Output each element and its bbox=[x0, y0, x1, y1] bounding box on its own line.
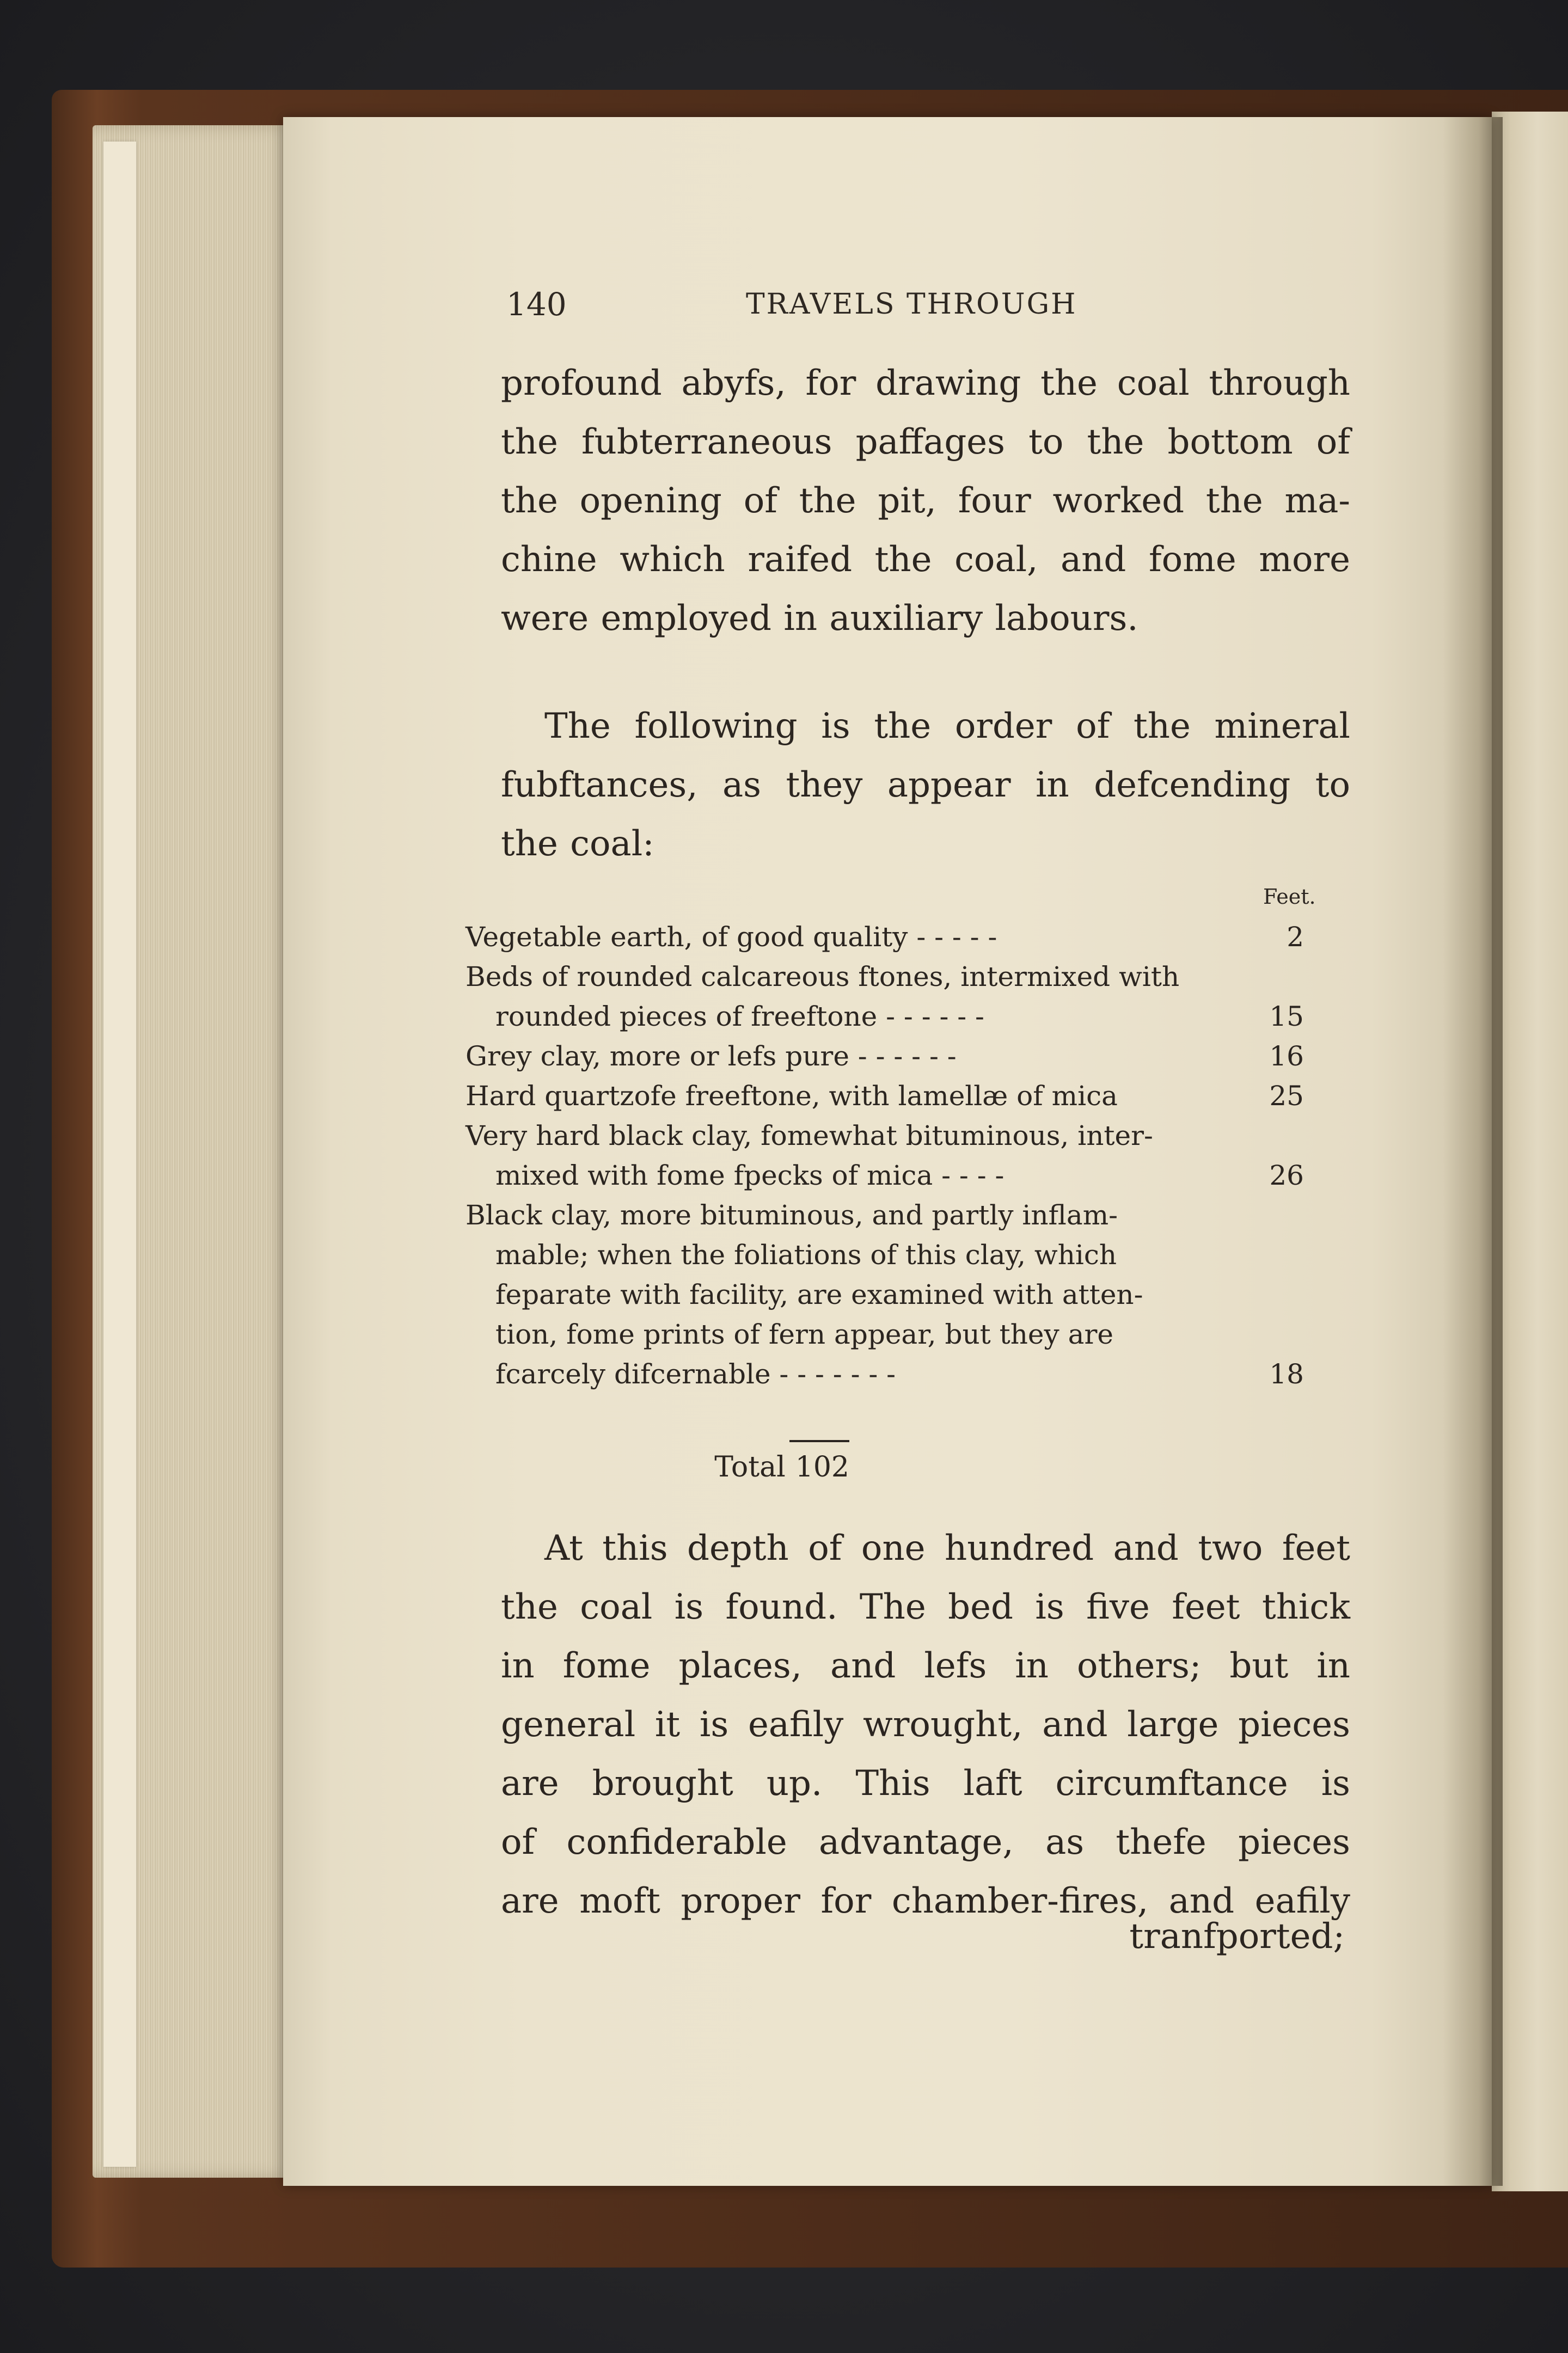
row-feet: 26 bbox=[1269, 1160, 1304, 1191]
text-line: general it is eafily wrought, and large pieces bbox=[501, 1705, 1350, 1745]
text-line: of confiderable advantage, as thefe pieces bbox=[501, 1822, 1350, 1862]
text-line: in fome places, and lefs in others; but in bbox=[501, 1646, 1350, 1686]
table-row bbox=[465, 1196, 1326, 1394]
strata-rows bbox=[465, 917, 1326, 1394]
row-feet: 2 bbox=[1287, 921, 1304, 953]
row-description bbox=[465, 1116, 1239, 1196]
text-line: At this depth of one hundred and two feet bbox=[544, 1528, 1350, 1568]
row-text: Beds of rounded calcareous ftones, intermixed with bbox=[465, 961, 1180, 992]
row-text: feparate with facility, are examined with atten- bbox=[495, 1279, 1143, 1310]
text-line: the coal: bbox=[501, 824, 654, 864]
paragraph-3 bbox=[501, 1519, 1350, 1931]
row-description bbox=[465, 917, 1239, 957]
unit-header: Feet. bbox=[1263, 885, 1316, 909]
row-text: Grey clay, more or lefs pure - - - - - - bbox=[465, 1040, 957, 1072]
table-row bbox=[465, 957, 1326, 1037]
total-rule bbox=[789, 1440, 849, 1442]
text-line: the coal is found. The bed is five feet thick bbox=[501, 1587, 1350, 1627]
row-description bbox=[465, 1037, 1239, 1076]
page-edge-highlight bbox=[103, 142, 136, 2167]
text-line: are moft proper for chamber-fires, and eafily bbox=[501, 1881, 1350, 1921]
text-line: were employed in auxiliary labours. bbox=[501, 598, 1138, 639]
row-text: tion, fome prints of fern appear, but they are bbox=[495, 1319, 1113, 1350]
row-text: rounded pieces of freeftone - - - - - - bbox=[495, 1001, 984, 1032]
row-feet: 25 bbox=[1269, 1080, 1304, 1112]
text-line: the fubterraneous paffages to the bottom of bbox=[501, 422, 1350, 462]
catchword: tranfported; bbox=[1129, 1916, 1345, 1957]
table-row bbox=[465, 1076, 1326, 1116]
total-line bbox=[697, 1451, 849, 1484]
table-row bbox=[465, 917, 1326, 957]
row-description bbox=[465, 1196, 1239, 1394]
text-line: chine which raifed the coal, and fome more bbox=[501, 540, 1350, 580]
row-text: Black clay, more bituminous, and partly inflam- bbox=[465, 1199, 1118, 1231]
paragraph-2 bbox=[501, 697, 1350, 873]
text-line: the opening of the pit, four worked the ma- bbox=[501, 481, 1350, 521]
table-row bbox=[465, 1037, 1326, 1076]
paragraph-1 bbox=[501, 354, 1350, 648]
row-feet: 18 bbox=[1269, 1358, 1304, 1390]
running-title: TRAVELS THROUGH bbox=[746, 288, 1077, 321]
page-number: 140 bbox=[506, 286, 567, 323]
text-line: fubftances, as they appear in defcending to bbox=[501, 765, 1350, 805]
text-line: profound abyfs, for drawing the coal through bbox=[501, 363, 1350, 403]
total-label: Total bbox=[714, 1451, 786, 1484]
row-feet: 16 bbox=[1269, 1040, 1304, 1072]
text-line: are brought up. This laft circumftance is bbox=[501, 1763, 1350, 1804]
row-feet: 15 bbox=[1269, 1001, 1304, 1032]
row-text: fcarcely difcernable - - - - - - - bbox=[495, 1358, 896, 1390]
running-head bbox=[501, 286, 1318, 335]
page-gutter-shadow bbox=[1443, 117, 1503, 2186]
row-text: mable; when the foliations of this clay, which bbox=[495, 1239, 1117, 1271]
row-text: Vegetable earth, of good quality - - - - - bbox=[465, 921, 997, 953]
row-text: mixed with fome fpecks of mica - - - - bbox=[495, 1160, 1004, 1191]
row-text: Very hard black clay, fomewhat bituminous, inter- bbox=[465, 1120, 1153, 1151]
row-description bbox=[465, 1076, 1239, 1116]
row-description bbox=[465, 957, 1239, 1037]
total-value: 102 bbox=[795, 1451, 849, 1484]
text-line: The following is the order of the mineral bbox=[544, 706, 1350, 746]
table-row bbox=[465, 1116, 1326, 1196]
row-text: Hard quartzofe freeftone, with lamellæ of mica bbox=[465, 1080, 1118, 1112]
facing-page-edge bbox=[1492, 112, 1568, 2191]
